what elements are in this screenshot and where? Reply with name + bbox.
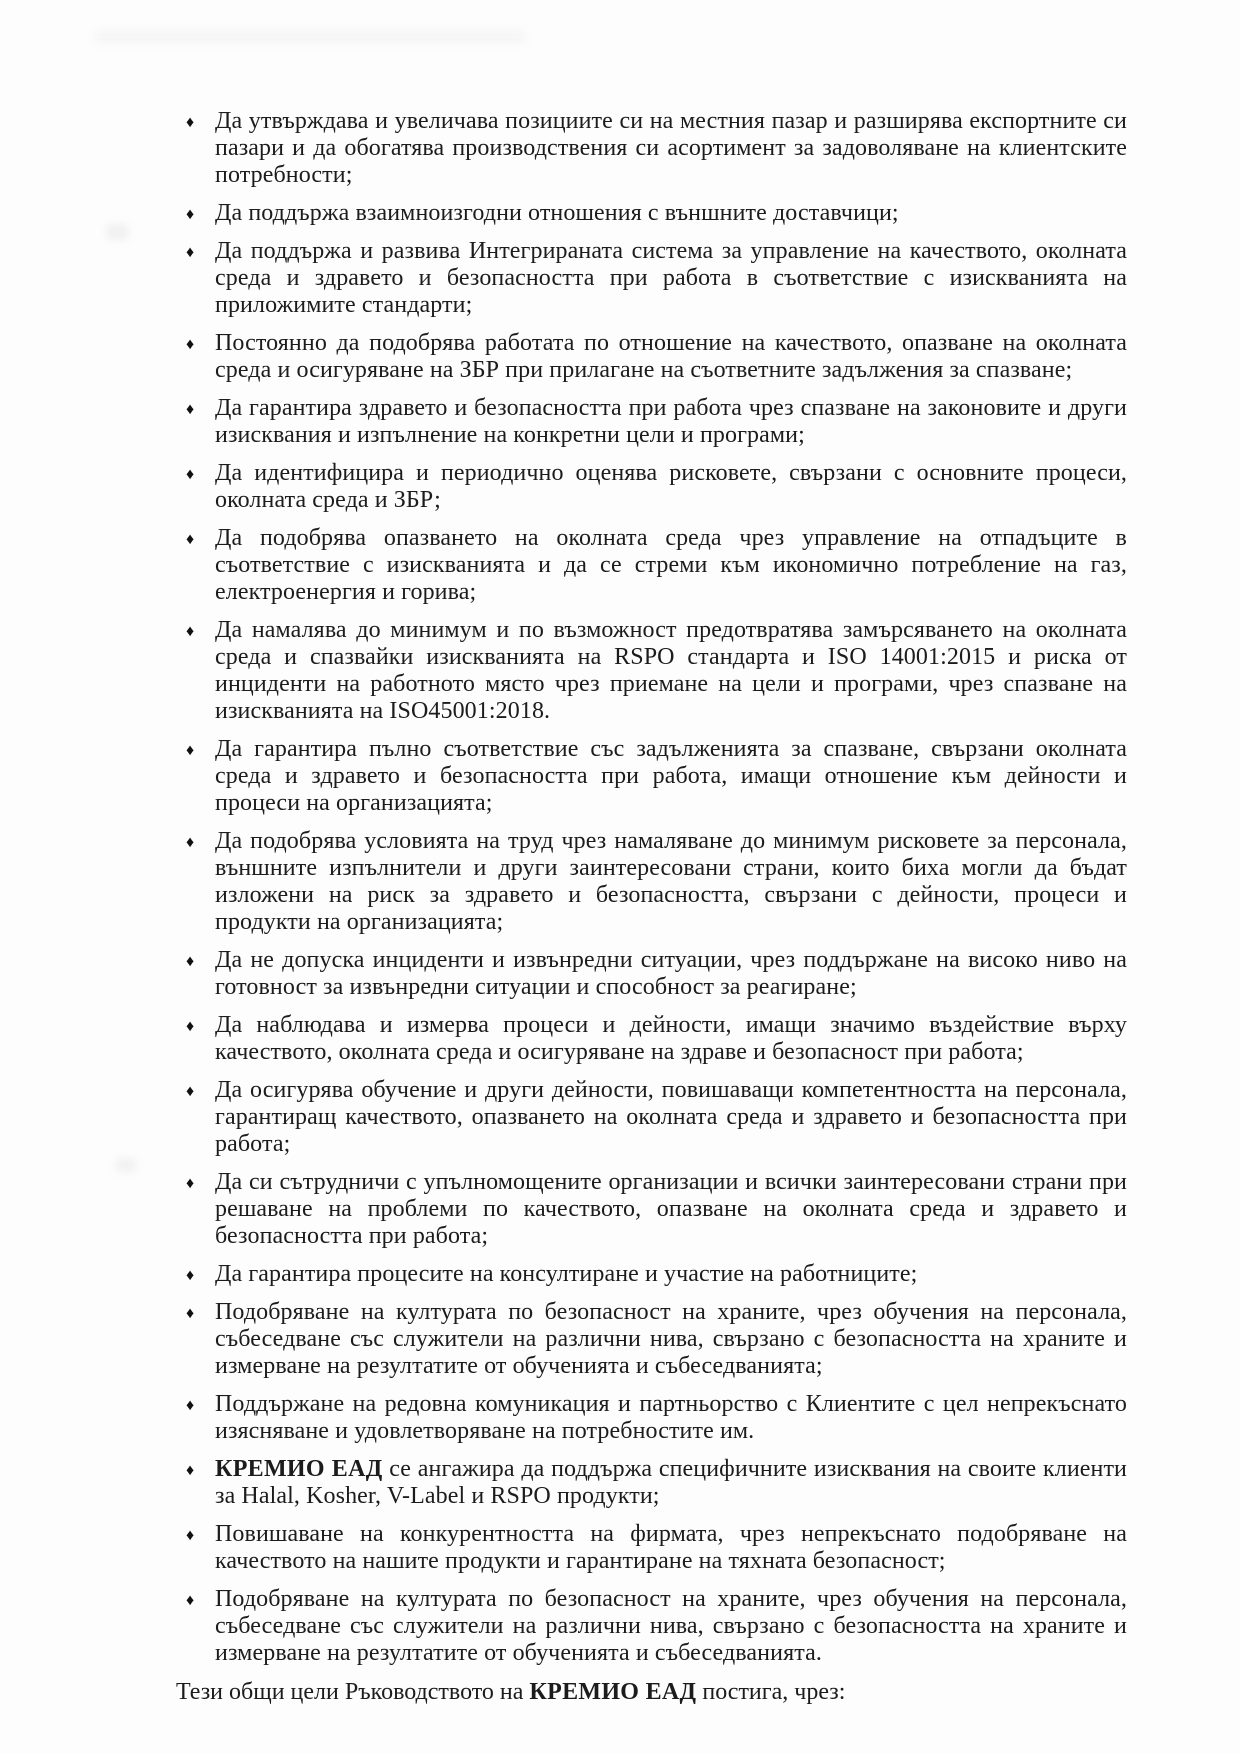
bullet-item: ♦ Да поддържа и развива Интегрираната система за управление на качеството, околната среда и здравето и безопасността при работа в съответствие с изискванията на приложимите стандарти; <box>186 238 1127 318</box>
diamond-bullet-icon: ♦ <box>186 401 195 418</box>
company-name: КРЕМИО ЕАД <box>215 1456 383 1482</box>
bullet-item: ♦ Подобряване на културата по безопасност на храните, чрез обучения на персонала, събеседване със служители на различни нива, свързано с безопасността на храните и измерване на резултатите от обученията и събеседванията; <box>186 1299 1127 1379</box>
diamond-bullet-icon: ♦ <box>186 742 195 759</box>
bullet-item: ♦ Да подобрява опазването на околната среда чрез управление на отпадъците в съответствие с изискванията и да се стреми към икономично потребление на газ, електроенергия и горива; <box>186 525 1127 605</box>
bullet-item: ♦ Да намалява до минимум и по възможност предотвратява замърсяването на околната среда и спазвайки изискванията на RSPO стандарта и ISO 14001:2015 и риска от инциденти на работното място чрез приемане на цели и програми, чрез спазване на изискванията на ISO45001:2018. <box>186 617 1127 724</box>
diamond-bullet-icon: ♦ <box>186 1462 195 1479</box>
bullet-item: ♦ Да си сътрудничи с упълномощените организации и всички заинтересовани страни при решаване на проблеми по качеството, опазване на околната среда и здравето и безопасността при работа; <box>186 1169 1127 1249</box>
bullet-item: ♦ Да поддържа взаимноизгодни отношения с външните доставчици; <box>186 200 899 226</box>
bullet-list <box>186 108 1127 1667</box>
diamond-bullet-icon: ♦ <box>186 1175 195 1192</box>
bullet-item: ♦ Да не допуска инциденти и извънредни ситуации, чрез поддържане на високо ниво на готовност за извънредни ситуации и способност за реагиране; <box>186 947 1127 1000</box>
diamond-bullet-icon: ♦ <box>186 834 195 851</box>
bullet-item: ♦ Постоянно да подобрява работата по отношение на качеството, опазване на околната среда и осигуряване на ЗБР при прилагане на съответните задължения за спазване; <box>186 330 1127 383</box>
bullet-item: ♦ Да осигурява обучение и други дейности, повишаващи компетентността на персонала, гарантиращ качеството, опазването на околната среда и здравето и безопасността при работа; <box>186 1077 1127 1157</box>
document-body <box>176 108 1127 1706</box>
diamond-bullet-icon: ♦ <box>186 1267 195 1284</box>
diamond-bullet-icon: ♦ <box>186 1592 195 1609</box>
company-name: КРЕМИО ЕАД <box>529 1679 697 1705</box>
closing-text-suffix: постига, чрез: <box>696 1679 846 1705</box>
bullet-item: ♦ Да гарантира пълно съответствие със задълженията за спазване, свързани околната среда и здравето и безопасността при работа, имащи отношение към дейности и процеси на организацията; <box>186 736 1127 816</box>
diamond-bullet-icon: ♦ <box>186 531 195 548</box>
diamond-bullet-icon: ♦ <box>186 466 195 483</box>
diamond-bullet-icon: ♦ <box>186 206 195 223</box>
bullet-item: ♦ Подобряване на културата по безопасност на храните, чрез обучения на персонала, събеседване със служители на различни нива, свързано с безопасността на храните и измерване на резултатите от обученията и събеседванията. <box>186 1586 1127 1666</box>
bullet-item: ♦ Да наблюдава и измерва процеси и дейности, имащи значимо въздействие върху качеството, околната среда и осигуряване на здраве и безопасност при работа; <box>186 1012 1127 1065</box>
diamond-bullet-icon: ♦ <box>186 1527 195 1544</box>
scan-smudge <box>106 224 128 240</box>
bullet-item: ♦ Да гарантира процесите на консултиране и участие на работниците; <box>186 1261 918 1287</box>
diamond-bullet-icon: ♦ <box>186 953 195 970</box>
scan-smudge <box>95 30 525 44</box>
closing-text-prefix: Тези общи цели Ръководството на <box>176 1679 530 1705</box>
diamond-bullet-icon: ♦ <box>186 1083 195 1100</box>
bullet-item: ♦ Повишаване на конкурентността на фирмата, чрез непрекъснато подобряване на качеството на нашите продукти и гарантиране на тяхната безопасност; <box>186 1521 1127 1574</box>
diamond-bullet-icon: ♦ <box>186 1305 195 1322</box>
diamond-bullet-icon: ♦ <box>186 1018 195 1035</box>
bullet-item: ♦ КРЕМИО ЕАД се ангажира да поддържа специфичните изисквания на своите клиенти за Halal, Kosher, V-Label и RSPO продукти; <box>186 1456 1127 1509</box>
diamond-bullet-icon: ♦ <box>186 114 195 131</box>
bullet-item: ♦ Да гарантира здравето и безопасността при работа чрез спазване на законовите и други изисквания и изпълнение на конкретни цели и програми; <box>186 395 1127 448</box>
diamond-bullet-icon: ♦ <box>186 336 195 353</box>
diamond-bullet-icon: ♦ <box>186 623 195 640</box>
diamond-bullet-icon: ♦ <box>186 1397 195 1414</box>
scan-smudge <box>116 1158 136 1172</box>
bullet-item: ♦ Поддържане на редовна комуникация и партньорство с Клиентите с цел непрекъснато изясняване и удовлетворяване на потребностите им. <box>186 1391 1127 1444</box>
bullet-item: ♦ Да идентифицира и периодично оценява рисковете, свързани с основните процеси, околната среда и ЗБР; <box>186 460 1127 513</box>
diamond-bullet-icon: ♦ <box>186 244 195 261</box>
closing-paragraph <box>176 1678 1127 1706</box>
bullet-item: ♦ Да утвърждава и увеличава позициите си на местния пазар и разширява експортните си пазари и да обогатява производствения си асортимент за задоволяване на клиентските потребности; <box>186 108 1127 188</box>
bullet-item: ♦ Да подобрява условията на труд чрез намаляване до минимум рисковете за персонала, външните изпълнители и други заинтересовани страни, които биха могли да бъдат изложени на риск за здравето и безопасността, свързани с дейности, процеси и продукти на организацията; <box>186 828 1127 935</box>
